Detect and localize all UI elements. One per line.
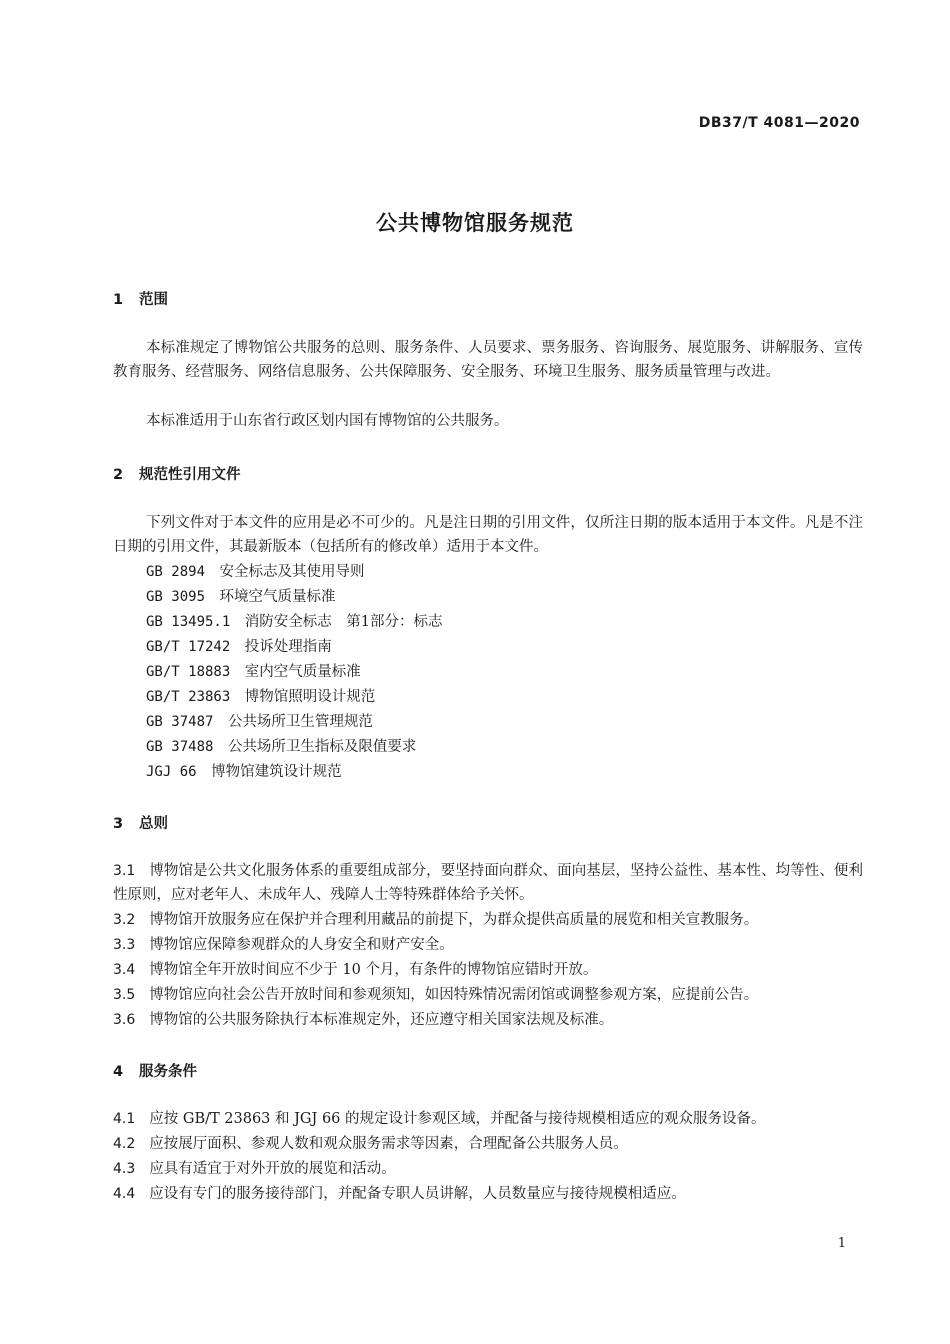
clause xyxy=(113,958,863,982)
reference-name: 公共场所卫生管理规范 xyxy=(227,714,373,730)
page-number: 1 xyxy=(837,1236,846,1251)
reference-item xyxy=(146,635,332,659)
clause-number: 3.1 xyxy=(113,863,136,879)
document-title: 公共博物馆服务规范 xyxy=(376,211,574,235)
section-3-heading xyxy=(113,812,168,833)
reference-item xyxy=(146,610,443,634)
reference-code: JGJ 66 xyxy=(146,764,197,780)
reference-code: GB 37487 xyxy=(146,714,214,730)
clause-number: 4.4 xyxy=(113,1186,136,1202)
clause-number: 3.5 xyxy=(113,987,136,1003)
reference-item xyxy=(146,735,416,759)
reference-code: GB 3095 xyxy=(146,589,206,605)
reference-name: 安全标志及其使用导则 xyxy=(219,564,365,580)
clause xyxy=(113,908,863,932)
section-number: 1 xyxy=(113,292,124,308)
reference-item xyxy=(146,760,342,784)
clause-number: 3.2 xyxy=(113,912,136,928)
clause-text: 应按 GB/T 23863 和 JGJ 66 的规定设计参观区域，并配备与接待规模相适应的观众服务设备。 xyxy=(149,1111,766,1127)
references-intro: 下列文件对于本文件的应用是必不可少的。凡是注日期的引用文件，仅所注日期的版本适用于本文件。凡是不注日期的引用文件，其最新版本（包括所有的修改单）适用于本文件。 xyxy=(113,515,863,555)
clause-number: 3.6 xyxy=(113,1012,136,1028)
clause-text: 博物馆应向社会公告开放时间和参观须知，如因特殊情况需闭馆或调整参观方案，应提前公告。 xyxy=(149,987,759,1003)
section-2-heading xyxy=(113,463,241,484)
section-number: 4 xyxy=(113,1064,124,1080)
clause-text: 博物馆的公共服务除执行本标准规定外，还应遵守相关国家法规及标准。 xyxy=(149,1012,614,1028)
reference-code: GB/T 17242 xyxy=(146,639,231,655)
reference-name: 博物馆建筑设计规范 xyxy=(211,764,342,780)
section-4-heading xyxy=(113,1060,197,1081)
clause xyxy=(113,1157,863,1181)
clause-number: 4.3 xyxy=(113,1161,136,1177)
clause-text: 应设有专门的服务接待部门，并配备专职人员讲解，人员数量应与接待规模相适应。 xyxy=(149,1186,686,1202)
clause-text: 应具有适宜于对外开放的展览和活动。 xyxy=(149,1161,396,1177)
reference-item xyxy=(146,710,373,734)
clause xyxy=(113,1132,863,1156)
reference-item xyxy=(146,660,361,684)
section-number: 2 xyxy=(113,467,124,483)
clause-text: 博物馆应保障参观群众的人身安全和财产安全。 xyxy=(149,937,454,953)
standard-code: DB37/T 4081—2020 xyxy=(698,115,860,131)
section-title: 范围 xyxy=(139,292,168,308)
reference-name: 公共场所卫生指标及限值要求 xyxy=(227,739,417,755)
reference-name: 室内空气质量标准 xyxy=(244,664,361,680)
reference-name: 消防安全标志 第1部分：标志 xyxy=(244,614,443,630)
reference-item xyxy=(146,560,365,584)
clause xyxy=(113,983,863,1007)
section-title: 规范性引用文件 xyxy=(139,467,241,483)
reference-code: GB/T 23863 xyxy=(146,689,231,705)
reference-name: 博物馆照明设计规范 xyxy=(244,689,376,705)
clause-number: 4.1 xyxy=(113,1111,136,1127)
reference-name: 环境空气质量标准 xyxy=(219,589,336,605)
section-title: 总则 xyxy=(139,816,168,832)
reference-name: 投诉处理指南 xyxy=(244,639,332,655)
clause xyxy=(113,1008,863,1032)
reference-item xyxy=(146,685,375,709)
reference-code: GB 37488 xyxy=(146,739,214,755)
clause xyxy=(113,1107,863,1131)
clause-number: 4.2 xyxy=(113,1136,136,1152)
clause-number: 3.4 xyxy=(113,962,136,978)
section-1-heading xyxy=(113,288,168,309)
clause-text: 博物馆全年开放时间应不少于 10 个月，有条件的博物馆应错时开放。 xyxy=(149,962,598,978)
reference-code: GB 13495.1 xyxy=(146,614,231,630)
reference-item xyxy=(146,585,336,609)
section-title: 服务条件 xyxy=(139,1064,197,1080)
clause-text: 应按展厅面积、参观人数和观众服务需求等因素，合理配备公共服务人员。 xyxy=(149,1136,628,1152)
clause xyxy=(113,933,863,957)
reference-code: GB 2894 xyxy=(146,564,206,580)
scope-paragraph-1: 本标准规定了博物馆公共服务的总则、服务条件、人员要求、票务服务、咨询服务、展览服务、讲解服务、宣传教育服务、经营服务、网络信息服务、公共保障服务、安全服务、环境卫生服务、服务质量管理与改进。 xyxy=(113,340,863,380)
scope-paragraph-2: 本标准适用于山东省行政区划内国有博物馆的公共服务。 xyxy=(146,413,509,429)
clause-number: 3.3 xyxy=(113,937,136,953)
clause-text: 博物馆开放服务应在保护并合理利用藏品的前提下，为群众提供高质量的展览和相关宣教服务。 xyxy=(149,912,759,928)
section-number: 3 xyxy=(113,816,124,832)
reference-code: GB/T 18883 xyxy=(146,664,231,680)
clause xyxy=(113,859,863,907)
clause-text: 博物馆是公共文化服务体系的重要组成部分，要坚持面向群众、面向基层，坚持公益性、基本性、均等性、便利性原则，应对老年人、未成年人、残障人士等特殊群体给予关怀。 xyxy=(113,863,863,903)
clause xyxy=(113,1182,863,1206)
